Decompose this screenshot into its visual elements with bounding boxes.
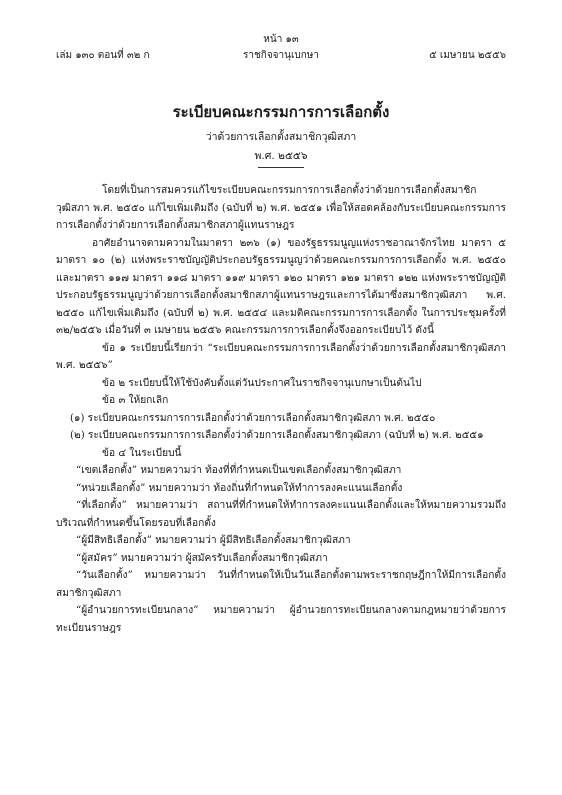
page-number: หน้า ๑๓ bbox=[263, 34, 299, 45]
paragraph: ข้อ ๑ ระเบียบนี้เรียกว่า “ระเบียบคณะกรรมการการเลือกตั้งว่าด้วยการเลือกตั้งสมาชิกวุฒิสภา พ.ศ. ๒๕๕๖” bbox=[56, 342, 506, 371]
paragraph: “ผู้สมัคร” หมายความว่า ผู้สมัครรับเลือกตั้งสมาชิกวุฒิสภา bbox=[76, 552, 328, 564]
paragraph: (๑) ระเบียบคณะกรรมการการเลือกตั้งว่าด้วยการเลือกตั้งสมาชิกวุฒิสภา พ.ศ. ๒๕๕๐ bbox=[70, 412, 436, 424]
publication-date: ๕ เมษายน ๒๕๕๖ bbox=[429, 50, 506, 61]
paragraph: “วันเลือกตั้ง” หมายความว่า วันที่กำหนดให้เป็นวันเลือกตั้งตามพระราชกฤษฎีกาให้มีการเลือกตั้งสมาชิกวุฒิสภา bbox=[56, 570, 506, 599]
title-divider bbox=[258, 167, 304, 168]
paragraph: “ที่เลือกตั้ง” หมายความว่า สถานที่ที่กำหนดให้ทำการลงคะแนนเลือกตั้งและให้หมายความรวมถึงบริเวณที่กำหนดขึ้นโดยรอบที่เลือกตั้ง bbox=[56, 500, 506, 529]
paragraph: “เขตเลือกตั้ง” หมายความว่า ท้องที่ที่กำหนดเป็นเขตเลือกตั้งสมาชิกวุฒิสภา bbox=[76, 465, 402, 476]
paragraph: “หน่วยเลือกตั้ง” หมายความว่า ท้องถิ่นที่กำหนดให้ทำการลงคะแนนเลือกตั้ง bbox=[76, 482, 403, 494]
gazette-header bbox=[56, 48, 506, 64]
paragraph: อาศัยอำนาจตามความในมาตรา ๒๓๖ (๑) ของรัฐธรรมนูญแห่งราชอาณาจักรไทย มาตรา ๕ มาตรา ๑๐ (๒) แห่งพระราชบัญญัติประกอบรัฐธรรมนูญว่าด้วยคณะกรรมการการเลือกตั้ง พ.ศ. ๒๕๕๐ และมาตรา ๑๑๗ มาตรา ๑๑๘ มาตรา ๑๑๙ มาตรา ๑๒๐ มาตรา ๑๒๑ มาตรา ๑๒๒ แห่งพระราชบัญญัติประกอบรัฐธรรมนูญว่าด้วยการเลือกตั้งสมาชิกสภาผู้แทนราษฎรและการได้มาซึ่งสมาชิกวุฒิสภา พ.ศ. ๒๕๕๐ แก้ไขเพิ่มเติมถึง (ฉบับที่ ๒) พ.ศ. ๒๕๕๔ และมติคณะกรรมการการเลือกตั้ง ในการประชุมครั้งที่ ๓๒/๒๕๕๖ เมื่อวันที่ ๓ เมษายน ๒๕๕๖ คณะกรรมการการเลือกตั้งจึงออกระเบียบไว้ ดังนี้ bbox=[56, 237, 506, 336]
document-body bbox=[56, 182, 506, 637]
paragraph: (๒) ระเบียบคณะกรรมการการเลือกตั้งว่าด้วยการเลือกตั้งสมาชิกวุฒิสภา (ฉบับที่ ๒) พ.ศ. ๒๕๕๑ bbox=[70, 430, 484, 441]
document-subtitle: ว่าด้วยการเลือกตั้งสมาชิกวุฒิสภา bbox=[205, 131, 357, 143]
paragraph: ข้อ ๓ ให้ยกเลิก bbox=[102, 395, 169, 406]
paragraph: ข้อ ๔ ในระเบียบนี้ bbox=[102, 447, 182, 459]
paragraph: ข้อ ๒ ระเบียบนี้ให้ใช้บังคับตั้งแต่วันประกาศในราชกิจจานุเบกษาเป็นต้นไป bbox=[102, 377, 422, 389]
document-year: พ.ศ. ๒๕๕๖ bbox=[254, 150, 308, 162]
gazette-name: ราชกิจจานุเบกษา bbox=[242, 50, 320, 61]
paragraph: “ผู้มีสิทธิเลือกตั้ง” หมายความว่า ผู้มีสิทธิเลือกตั้งสมาชิกวุฒิสภา bbox=[76, 535, 351, 546]
document-title: ระเบียบคณะกรรมการการเลือกตั้ง bbox=[172, 103, 390, 121]
volume-issue: เล่ม ๑๓๐ ตอนที่ ๓๒ ก bbox=[56, 50, 150, 61]
paragraph: “ผู้อำนวยการทะเบียนกลาง” หมายความว่า ผู้อำนวยการทะเบียนกลางตามกฎหมายว่าด้วยการทะเบียนราษฎร bbox=[56, 605, 506, 634]
paragraph: โดยที่เป็นการสมควรแก้ไขระเบียบคณะกรรมการการเลือกตั้งว่าด้วยการเลือกตั้งสมาชิกวุฒิสภา พ.ศ. ๒๕๕๐ แก้ไขเพิ่มเติมถึง (ฉบับที่ ๒) พ.ศ. ๒๕๕๑ เพื่อให้สอดคล้องกับระเบียบคณะกรรมการการเลือกตั้งว่าด้วยการเลือกตั้งสมาชิกสภาผู้แทนราษฎร bbox=[56, 185, 506, 231]
